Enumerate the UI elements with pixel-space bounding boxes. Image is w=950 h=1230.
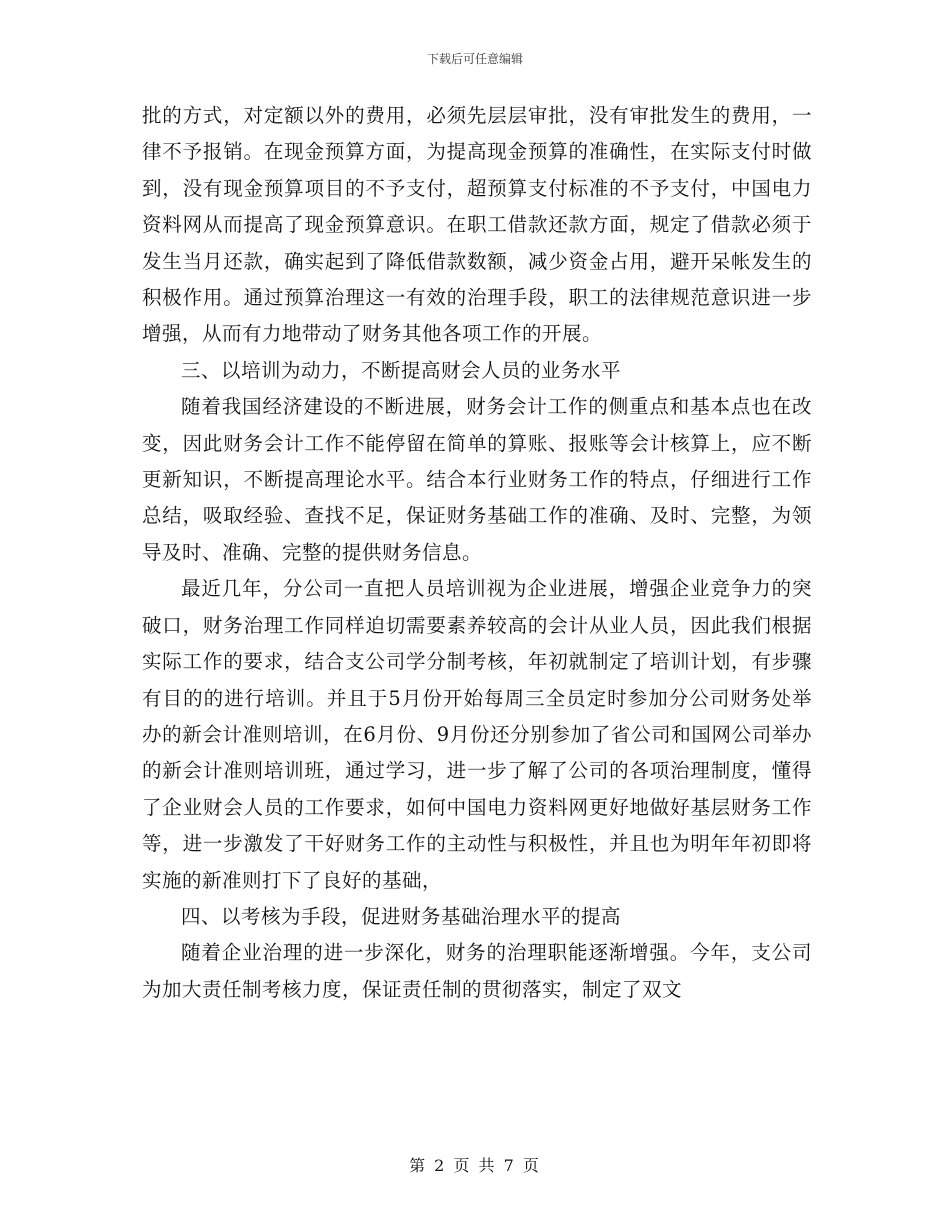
- paragraph: 批的方式，对定额以外的费用，必须先层层审批，没有审批发生的费用，一律不予报销。在现金预算方面，为提高现金预算的准确性，在实际支付时做到，没有现金预算项目的不予支付，超预算支付标准的不予支付，中国电力资料网从而提高了现金预算意识。在职工借款还款方面，规定了借款必须于发生当月还款，确实起到了降低借款数额，减少资金占用，避开呆帐发生的积极作用。通过预算治理这一有效的治理手段，职工的法律规范意识进一步增强，从而有力地带动了财务其他各项工作的开展。: [142, 104, 812, 346]
- document-body: [142, 98, 812, 1008]
- page-footer: 第 2 页 共 7 页: [409, 1156, 541, 1175]
- section-heading: 四、以考核为手段，促进财务基础治理水平的提高: [181, 904, 622, 928]
- paragraph: 最近几年，分公司一直把人员培训视为企业进展，增强企业竞争力的突破口，财务治理工作同样迫切需要素养较高的会计从业人员，因此我们根据实际工作的要求，结合支公司学分制考核，年初就制定了培训计划，有步骤有目的的进行培训。并且于5月份开始每周三全员定时参加分公司财务处举办的新会计准则培训，在6月份、9月份还分别参加了省公司和国网公司举办的新会计准则培训班，通过学习，进一步了解了公司的各项治理制度，懂得了企业财会人员的工作要求，如何中国电力资料网更好地做好基层财务工作等，进一步激发了干好财务工作的主动性与积极性，并且也为明年年初即将实施的新准则打下了良好的基础，: [142, 577, 812, 892]
- paragraph: 随着我国经济建设的不断进展，财务会计工作的侧重点和基本点也在改变，因此财务会计工作不能停留在简单的算账、报账等会计核算上，应不断更新知识，不断提高理论水平。结合本行业财务工作的特点，仔细进行工作总结，吸取经验、查找不足，保证财务基础工作的准确、及时、完整，为领导及时、准确、完整的提供财务信息。: [142, 395, 812, 564]
- page-header: 下载后可任意编辑: [426, 52, 523, 66]
- section-heading: 三、以培训为动力，不断提高财会人员的业务水平: [181, 358, 622, 382]
- paragraph: 随着企业治理的进一步深化，财务的治理职能逐渐增强。今年，支公司为加大责任制考核力度，保证责任制的贯彻落实，制定了双文: [142, 941, 812, 1001]
